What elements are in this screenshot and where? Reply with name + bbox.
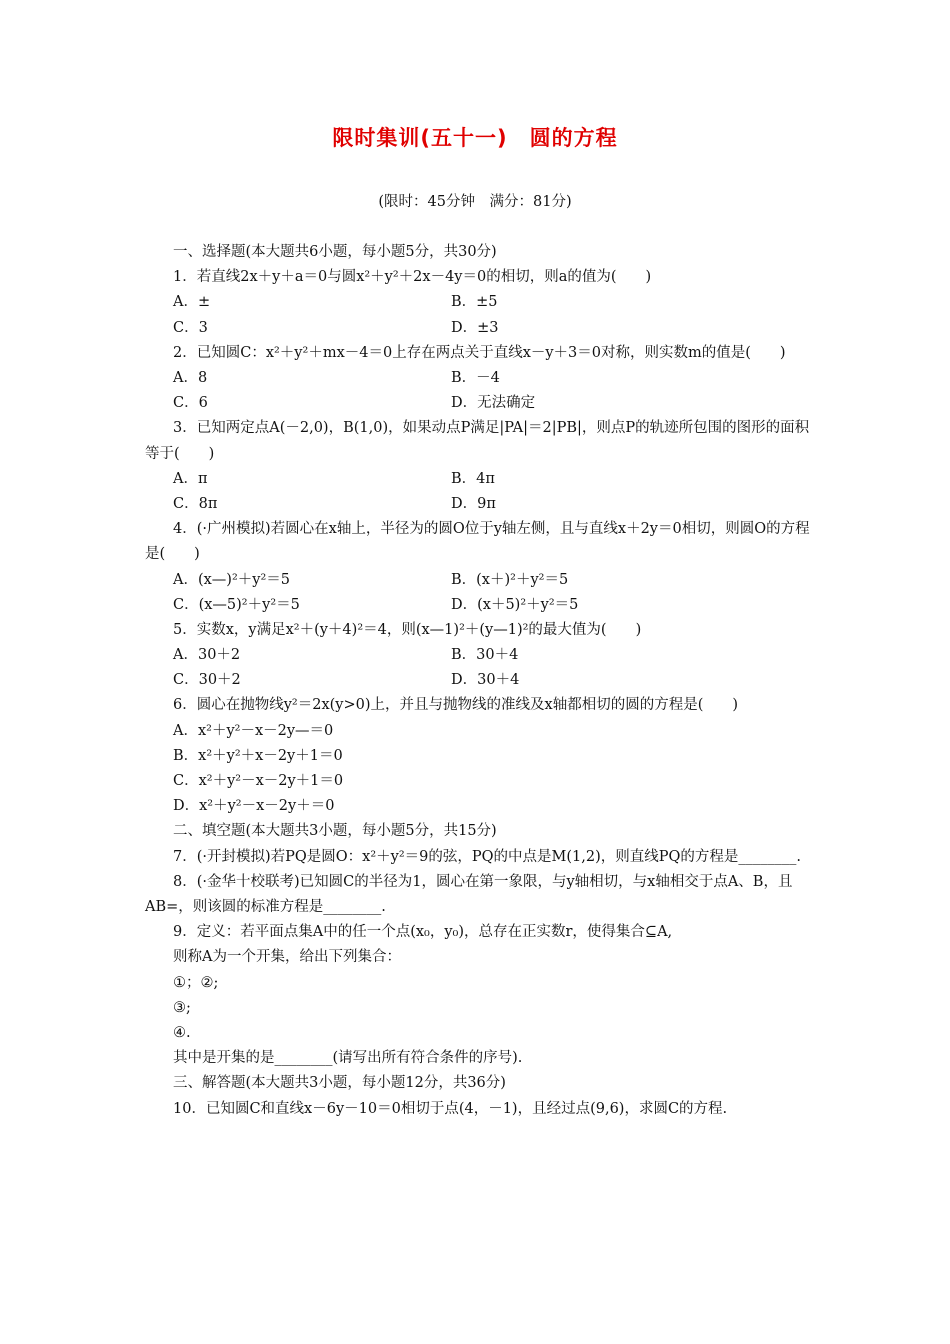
- option-b: B．±5: [451, 294, 498, 311]
- section-heading-fill-in: 二、填空题(本大题共3小题，每小题5分，共15分): [173, 823, 497, 840]
- question-1-options-row-2: [145, 316, 810, 341]
- option-d: D．无法确定: [451, 395, 536, 412]
- question-8: 8．(·金华十校联考)已知圆C的半径为1，圆心在第一象限，与y轴相切，与x轴相交于点A、B，且AB=，则该圆的标准方程是________.: [145, 873, 793, 915]
- option-c: C．6: [173, 395, 208, 412]
- option-a: A．±: [173, 294, 211, 311]
- question-1-options-row-1: [145, 290, 810, 315]
- option-b: B．x²＋y²＋x－2y＋1＝0: [173, 747, 343, 764]
- question-10: 10．已知圆C和直线x－6y－10＝0相切于点(4，－1)，且经过点(9,6)，求圆C的方程.: [173, 1100, 728, 1117]
- option-a: A．π: [173, 470, 208, 487]
- option-c: C．8π: [173, 495, 218, 512]
- option-c: C．x²＋y²－x－2y＋1＝0: [173, 773, 344, 790]
- option-d: D．(x＋5)²＋y²＝5: [451, 596, 579, 613]
- option-a: A．x²＋y²－x－2y—＝0: [173, 722, 334, 739]
- option-b: B．(x＋)²＋y²＝5: [451, 571, 569, 588]
- question-1-stem: 1．若直线2x＋y＋a＝0与圆x²＋y²＋2x－4y＝0的相切，则a的值为( ): [173, 269, 652, 286]
- option-d: D．±3: [451, 319, 499, 336]
- question-4-options-row-2: [145, 593, 810, 618]
- option-b: B．4π: [451, 470, 495, 487]
- option-b: B．－4: [451, 369, 500, 386]
- question-3-stem: 3．已知两定点A(－2,0)，B(1,0)，如果动点P满足|PA|＝2|PB|，则点P的轨迹所包围的图形的面积等于( ): [145, 420, 810, 462]
- question-9-set-1-2: ①；②;: [173, 974, 219, 991]
- question-4-options-row-1: [145, 568, 810, 593]
- question-2-options-row-2: [145, 391, 810, 416]
- question-5-options-row-1: [145, 643, 810, 668]
- option-d: D．30＋4: [451, 672, 520, 689]
- question-3-options-row-2: [145, 492, 810, 517]
- option-c: C．(x—5)²＋y²＝5: [173, 596, 300, 613]
- question-2-options-row-1: [145, 366, 810, 391]
- question-5-stem: 5．实数x，y满足x²＋(y＋4)²＝4，则(x—1)²＋(y—1)²的最大值为( ): [173, 621, 642, 638]
- option-d: D．9π: [451, 495, 496, 512]
- section-heading-solution: 三、解答题(本大题共3小题，每小题12分，共36分): [173, 1075, 506, 1092]
- question-9-set-3: ③;: [173, 999, 191, 1016]
- question-2-stem: 2．已知圆C：x²＋y²＋mx－4＝0上存在两点关于直线x－y＋3＝0对称，则实数m的值是( ): [173, 344, 786, 361]
- question-body: [145, 240, 810, 1122]
- question-9-line-1: 9．定义：若平面点集A中的任一个点(x₀，y₀)，总存在正实数r，使得集合⊆A,: [173, 924, 673, 941]
- question-9-set-4: ④.: [173, 1024, 191, 1041]
- question-4-stem: 4．(·广州模拟)若圆心在x轴上，半径为的圆O位于y轴左侧，且与直线x＋2y＝0相切，则圆O的方程是( ): [145, 521, 810, 563]
- option-c: C．3: [173, 319, 208, 336]
- question-6-stem: 6．圆心在抛物线y²＝2x(y>0)上，并且与抛物线的准线及x轴都相切的圆的方程是( ): [173, 697, 739, 714]
- option-d: D．x²＋y²－x－2y＋＝0: [173, 798, 335, 815]
- option-b: B．30＋4: [451, 647, 519, 664]
- question-9-line-2: 则称A为一个开集，给出下列集合：: [173, 949, 401, 966]
- option-a: A．30＋2: [173, 647, 241, 664]
- question-9-prompt: 其中是开集的是________(请写出所有符合条件的序号).: [173, 1050, 523, 1067]
- question-3-options-row-1: [145, 467, 810, 492]
- exam-info: (限时：45分钟 满分：81分): [378, 194, 572, 210]
- question-5-options-row-2: [145, 668, 810, 693]
- option-a: A．8: [173, 369, 208, 386]
- section-heading-choice: 一、选择题(本大题共6小题，每小题5分，共30分): [173, 244, 497, 260]
- page-title: 限时集训(五十一) 圆的方程: [332, 126, 618, 150]
- question-7: 7．(·开封模拟)若PQ是圆O：x²＋y²＝9的弦，PQ的中点是M(1,2)，则直线PQ的方程是________.: [173, 848, 802, 865]
- option-a: A．(x—)²＋y²＝5: [173, 571, 291, 588]
- option-c: C．30＋2: [173, 672, 241, 689]
